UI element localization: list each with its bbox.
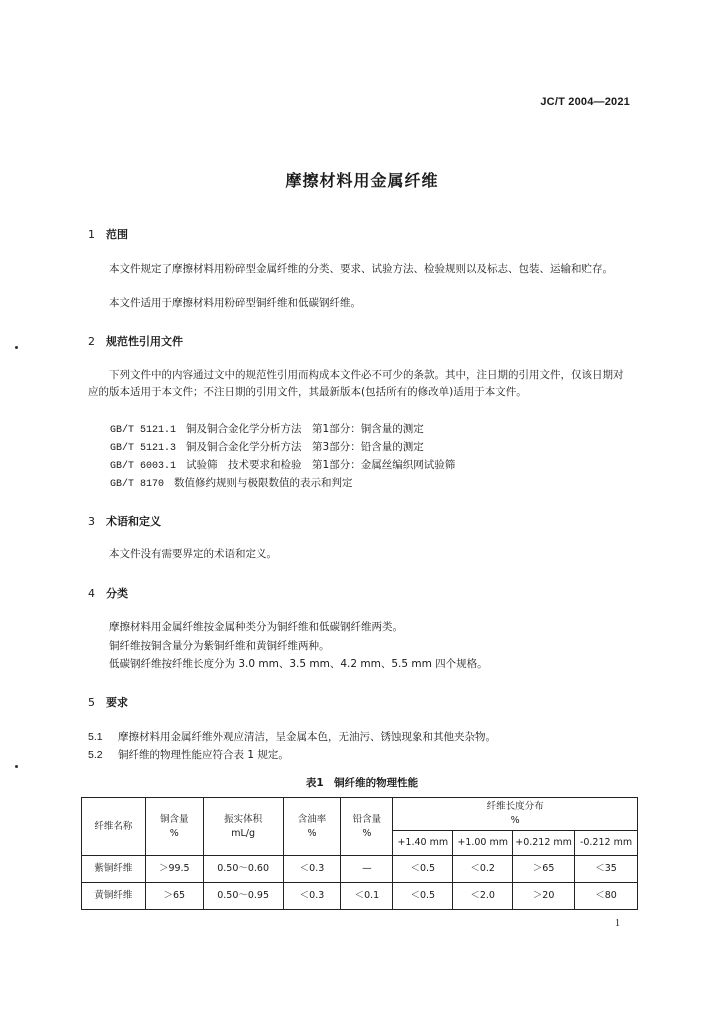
table-row	[82, 856, 638, 883]
section-title: 范围	[106, 228, 128, 241]
section-title: 规范性引用文件	[106, 335, 183, 348]
table-cell: —	[341, 856, 393, 883]
section-4-heading	[88, 585, 128, 601]
table-cell: 0.50～0.60	[203, 856, 283, 883]
reference-title: 铜及铜合金化学分析方法 第3部分：铅含量的测定	[186, 441, 424, 453]
header-cell	[341, 798, 393, 856]
copper-fiber-properties-table	[81, 797, 638, 910]
requirement-item	[88, 747, 289, 762]
section-number: 5	[88, 696, 95, 709]
section-1-paragraph-1: 本文件规定了摩擦材料用粉碎型金属纤维的分类、要求、试验方法、检验规则以及标志、包装、运输和贮存。	[109, 263, 613, 275]
header-cell: +0.212 mm	[513, 831, 575, 856]
reference-item	[110, 475, 353, 490]
section-number: 4	[88, 587, 95, 600]
reference-code: GB/T 6003.1	[110, 461, 177, 472]
section-number: 1	[88, 228, 95, 241]
reference-code: GB/T 8170	[110, 479, 165, 490]
header-unit: %	[362, 827, 372, 839]
header-unit: %	[169, 827, 179, 839]
table-cell: 紫铜纤维	[82, 856, 146, 883]
table-caption: 表1 铜纤维的物理性能	[305, 777, 419, 789]
requirement-item	[88, 729, 496, 744]
reference-item	[110, 421, 424, 436]
reference-item	[110, 457, 455, 472]
section-4-paragraph-3: 低碳钢纤维按纤维长度分为 3.0 mm、3.5 mm、4.2 mm、5.5 mm 四个规格。	[109, 658, 488, 670]
header-unit: %	[307, 827, 317, 839]
header-label: 铜含量	[160, 813, 189, 825]
section-3-heading	[88, 513, 161, 529]
table-cell: ＜0.5	[393, 883, 453, 910]
reference-item	[110, 439, 424, 454]
section-2-paragraph-1: 下列文件中的内容通过文中的规范性引用而构成本文件必不可少的条款。其中，注日期的引用文件，仅该日期对应的版本适用于本文件；不注日期的引用文件，其最新版本(包括所有的修改单)适用于本文件。	[88, 369, 624, 398]
section-1-heading	[88, 226, 128, 242]
section-2-heading	[88, 333, 183, 349]
header-label: 纤维长度分布	[486, 801, 544, 812]
header-label: 振实体积	[224, 813, 263, 825]
header-cell	[203, 798, 283, 856]
reference-code: GB/T 5121.1	[110, 425, 177, 436]
header-cell	[145, 798, 203, 856]
section-title: 术语和定义	[106, 515, 161, 528]
table-cell: ＜0.3	[283, 856, 341, 883]
table-cell: ＞20	[513, 883, 575, 910]
reference-title: 铜及铜合金化学分析方法 第1部分：铜含量的测定	[186, 423, 424, 435]
header-label: 含油率	[297, 813, 327, 825]
header-cell	[393, 798, 638, 831]
header-cell: +1.40 mm	[393, 831, 453, 856]
header-label: 铅含量	[352, 813, 382, 825]
table-cell: ＜80	[575, 883, 638, 910]
table-cell: ＜0.2	[453, 856, 513, 883]
page-number: 1	[615, 918, 620, 929]
section-title: 要求	[106, 696, 128, 709]
scan-margin-mark	[15, 765, 18, 768]
table-cell: ＜0.3	[283, 883, 341, 910]
header-unit: %	[510, 815, 520, 826]
table-cell: ＜2.0	[453, 883, 513, 910]
section-4-paragraph-2: 铜纤维按铜含量分为紫铜纤维和黄铜纤维两种。	[109, 640, 330, 652]
header-cell	[82, 798, 146, 856]
document-title: 摩擦材料用金属纤维	[285, 171, 439, 190]
table-cell: ＜0.5	[393, 856, 453, 883]
section-3-paragraph-1: 本文件没有需要界定的术语和定义。	[109, 548, 277, 560]
table-row	[82, 883, 638, 910]
section-5-heading	[88, 694, 128, 710]
section-1-paragraph-2: 本文件适用于摩擦材料用粉碎型铜纤维和低碳钢纤维。	[109, 297, 361, 309]
table-cell: ＜0.1	[341, 883, 393, 910]
section-number: 2	[88, 335, 95, 348]
table-cell: ＞65	[145, 883, 203, 910]
scan-margin-mark	[15, 346, 18, 349]
reference-title: 数值修约规则与极限数值的表示和判定	[174, 477, 353, 489]
clause-number: 5.2	[88, 749, 103, 761]
clause-number: 5.1	[88, 731, 103, 743]
standard-code: JC/T 2004—2021	[540, 96, 630, 108]
table-cell: 0.50～0.95	[203, 883, 283, 910]
reference-code: GB/T 5121.3	[110, 443, 177, 454]
header-cell	[283, 798, 341, 856]
clause-text: 铜纤维的物理性能应符合表 1 规定。	[118, 749, 289, 761]
header-cell: +1.00 mm	[453, 831, 513, 856]
table-cell: ＜35	[575, 856, 638, 883]
section-4-paragraph-1: 摩擦材料用金属纤维按金属种类分为铜纤维和低碳钢纤维两类。	[109, 621, 403, 633]
header-label: 纤维名称	[94, 820, 133, 832]
header-cell: -0.212 mm	[575, 831, 638, 856]
table-header-row	[82, 798, 638, 831]
section-number: 3	[88, 515, 95, 528]
table-cell: ＞99.5	[145, 856, 203, 883]
header-unit: mL/g	[231, 827, 256, 839]
clause-text: 摩擦材料用金属纤维外观应清洁，呈金属本色，无油污、锈蚀现象和其他夹杂物。	[118, 731, 496, 743]
table-cell: ＞65	[513, 856, 575, 883]
table-cell: 黄铜纤维	[82, 883, 146, 910]
section-title: 分类	[106, 587, 128, 600]
reference-title: 试验筛 技术要求和检验 第1部分：金属丝编织网试验筛	[186, 459, 456, 471]
